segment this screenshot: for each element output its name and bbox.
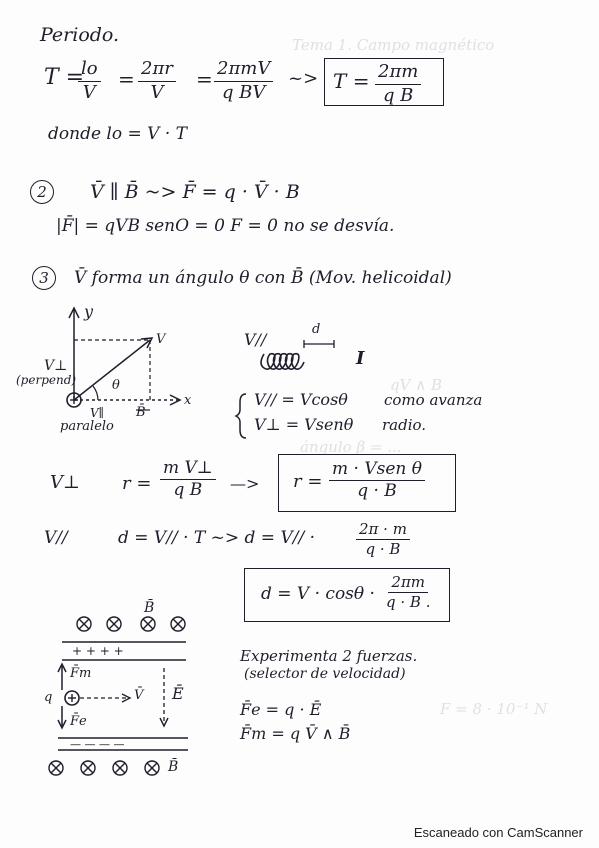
numerator: lo — [78, 58, 101, 82]
magnetic-force-eq: F̄m = q V̄ ∧ B̄ — [240, 724, 351, 743]
box-r-label: r = — [293, 471, 323, 492]
velocity-v-label: V — [156, 332, 166, 347]
ghost-text: F = 8 · 10⁻¹ N — [440, 700, 548, 718]
denominator: q BV — [221, 81, 266, 103]
charge-q-label: q — [44, 690, 53, 705]
numerator: 2πm — [375, 61, 421, 85]
helical-motion-line: V̄ forma un ángulo θ con B̄ (Mov. helicoidal) — [74, 268, 452, 288]
numerator: 2π · m — [356, 520, 410, 540]
numerator: m · Vsen θ — [329, 459, 425, 481]
ghost-text: Tema 1. Campo magnético — [292, 36, 495, 54]
denominator: q · B — [365, 539, 401, 558]
heading-periodo: Periodo. — [40, 24, 120, 46]
magnetic-force-label: F̄m — [70, 666, 92, 681]
field-b-bottom-label: B̄ — [168, 759, 179, 775]
denominator: V — [82, 81, 96, 103]
denominator: q · B . — [386, 592, 431, 611]
helix-vpar-label: V// — [244, 330, 267, 349]
theta-angle-label: θ — [112, 378, 120, 393]
radius-r-label: r = — [122, 473, 152, 494]
denominator: q · B — [357, 481, 397, 502]
box-d-label: d = V · cosθ · — [261, 584, 375, 604]
axis-y-label: y — [84, 302, 94, 321]
denominator: V — [150, 81, 164, 103]
axis-x-label: x — [184, 393, 192, 408]
field-b-label: B̄ — [136, 405, 146, 420]
parallel-case-line: V̄ ∥ B̄ ~> F̄ = q · V̄ · B — [90, 181, 300, 203]
two-forces-line: Experimenta 2 fuerzas. — [240, 647, 418, 665]
v-perp-label: V⊥ — [44, 358, 68, 374]
donde-line: donde lo = V · T — [48, 124, 187, 144]
v-perp-row-label: V⊥ — [50, 472, 80, 493]
perpend-label: (perpend) — [16, 373, 77, 387]
denominator: q B — [173, 480, 203, 501]
v-parallel-eq: V// = Vcosθ — [254, 390, 348, 409]
numerator: 2πr — [138, 58, 176, 82]
v-parallel-row-label: V// — [44, 528, 68, 548]
box-T-label: T = — [333, 69, 370, 93]
numerator: 2πm — [388, 573, 428, 593]
radius-note: radio. — [382, 416, 427, 434]
electric-force-eq: F̄e = q · Ē — [240, 700, 322, 719]
helix-end-label: I — [356, 348, 365, 369]
equals-sign: = — [196, 67, 213, 91]
paralelo-label: paralelo — [60, 419, 114, 434]
period-T-label: T = — [44, 65, 85, 90]
equals-sign: = — [118, 67, 135, 91]
leads-to-arrow: —> — [230, 474, 260, 493]
advance-note: como avanza — [384, 391, 483, 409]
minus-plate-signs: — — — — — [70, 738, 125, 751]
velocity-selector-note: (selector de velocidad) — [244, 666, 406, 682]
ghost-text: ángulo β = ... — [300, 438, 402, 456]
field-b-top-label: B̄ — [144, 600, 155, 616]
electric-field-label: Ē — [172, 684, 184, 703]
v-parallel-label: V∥ — [90, 406, 105, 420]
item-marker-2: 2 — [30, 180, 54, 204]
pitch-d-label: d — [312, 322, 321, 337]
ghost-text: qV ∧ B — [390, 376, 442, 394]
item-marker-3: 3 — [32, 266, 56, 290]
v-perp-eq: V⊥ = Vsenθ — [254, 415, 354, 434]
numerator: m V⊥ — [160, 458, 216, 480]
denominator: q B — [382, 84, 414, 106]
plus-plate-signs: + + + + — [72, 644, 124, 658]
camscanner-watermark: Escaneado con CamScanner — [413, 825, 583, 840]
numerator: 2πmV — [214, 58, 273, 82]
electric-force-label: F̄e — [70, 714, 87, 729]
leads-to-arrow: ~> — [288, 68, 319, 89]
zero-force-line: |F̄| = qVB senO = 0 F = 0 no se desvía. — [56, 216, 395, 236]
velocity-label: V̄ — [134, 688, 144, 703]
pitch-d-eq: d = V// · T ~> d = V// · — [118, 528, 315, 548]
